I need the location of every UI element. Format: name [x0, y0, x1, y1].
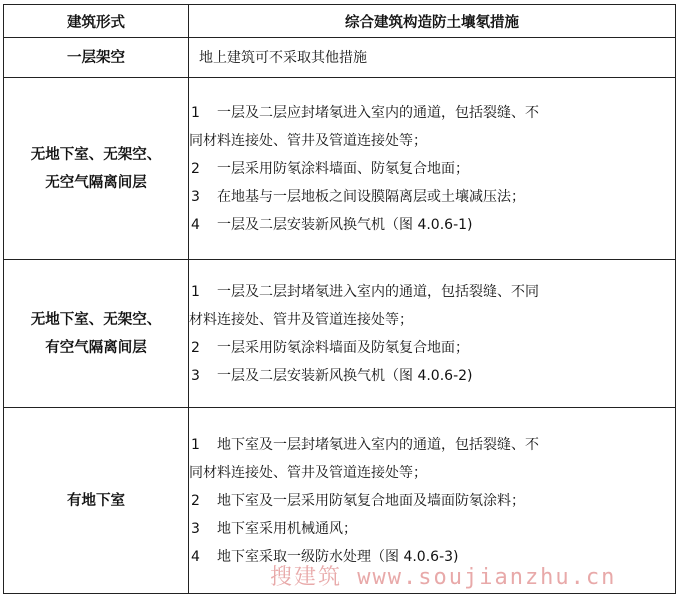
measure-text: 地下室及一层封堵氡进入室内的通道，包括裂缝、不	[217, 436, 539, 453]
building-form-line: 有空气隔离间层	[45, 339, 147, 356]
measure-number: 1	[191, 104, 200, 121]
measure-text: 在地基与一层地板之间设膜隔离层或土壤减压法；	[217, 188, 525, 205]
measure-number: 1	[191, 436, 200, 453]
building-form-cell	[4, 408, 189, 594]
measure-item	[189, 183, 675, 211]
measure-number: 3	[191, 188, 200, 205]
measure-number: 3	[191, 520, 200, 537]
measure-text: 一层采用防氡涂料墙面、防氡复合地面；	[217, 160, 469, 177]
measure-item	[189, 306, 675, 334]
building-form-line: 无地下室、无架空、	[30, 311, 162, 328]
measure-text: 同材料连接处、管井及管道连接处等；	[189, 464, 427, 481]
measure-item	[189, 211, 675, 239]
measure-text: 一层及二层安装新风换气机（图 4.0.6-1)	[217, 216, 473, 233]
measure-text: 同材料连接处、管井及管道连接处等；	[189, 132, 427, 149]
table-header-row	[4, 5, 676, 38]
measure-item	[189, 99, 675, 127]
building-form-cell	[4, 260, 189, 408]
measures-cell	[189, 260, 676, 408]
building-form-line: 无空气隔离间层	[45, 174, 147, 191]
building-form-cell	[4, 38, 189, 78]
header-building-form: 建筑形式	[4, 5, 189, 38]
measure-text: 一层采用防氡涂料墙面及防氡复合地面；	[217, 339, 469, 356]
measure-number: 1	[191, 283, 200, 300]
measure-item	[189, 362, 675, 390]
table-row	[4, 78, 676, 260]
measure-text: 地下室采取一级防水处理（图 4.0.6-3)	[217, 548, 459, 565]
measure-item	[189, 487, 675, 515]
measure-item	[189, 459, 675, 487]
building-form-line: 一层架空	[67, 49, 125, 66]
radon-measures-table	[3, 4, 676, 594]
measures-cell	[189, 78, 676, 260]
measure-number: 4	[191, 216, 200, 233]
measures-cell	[189, 38, 676, 78]
header-measures: 综合建筑构造防土壤氡措施	[189, 5, 676, 38]
measure-text: 材料连接处、管井及管道连接处等；	[189, 311, 413, 328]
building-form-line: 无地下室、无架空、	[30, 146, 162, 163]
building-form-line: 有地下室	[67, 492, 125, 509]
table-row	[4, 260, 676, 408]
measure-number: 3	[191, 367, 200, 384]
measure-item	[189, 155, 675, 183]
measure-number: 2	[191, 339, 200, 356]
measure-text: 地上建筑可不采取其他措施	[199, 49, 367, 66]
measure-item	[189, 515, 675, 543]
measure-item	[189, 431, 675, 459]
building-form-cell	[4, 78, 189, 260]
measure-text: 地下室采用机械通风；	[217, 520, 357, 537]
measure-text: 一层及二层安装新风换气机（图 4.0.6-2)	[217, 367, 473, 384]
watermark: 搜建筑 www.soujianzhu.cn	[270, 565, 617, 590]
measure-number: 2	[191, 160, 200, 177]
measure-number: 4	[191, 548, 200, 565]
measure-text: 地下室及一层采用防氡复合地面及墙面防氡涂料；	[217, 492, 525, 509]
measure-item	[189, 334, 675, 362]
measure-item	[189, 127, 675, 155]
measure-text: 一层及二层封堵氡进入室内的通道，包括裂缝、不同	[217, 283, 539, 300]
measure-number: 2	[191, 492, 200, 509]
table-row	[4, 38, 676, 78]
measure-text: 一层及二层应封堵氡进入室内的通道，包括裂缝、不	[217, 104, 539, 121]
measure-item	[189, 278, 675, 306]
